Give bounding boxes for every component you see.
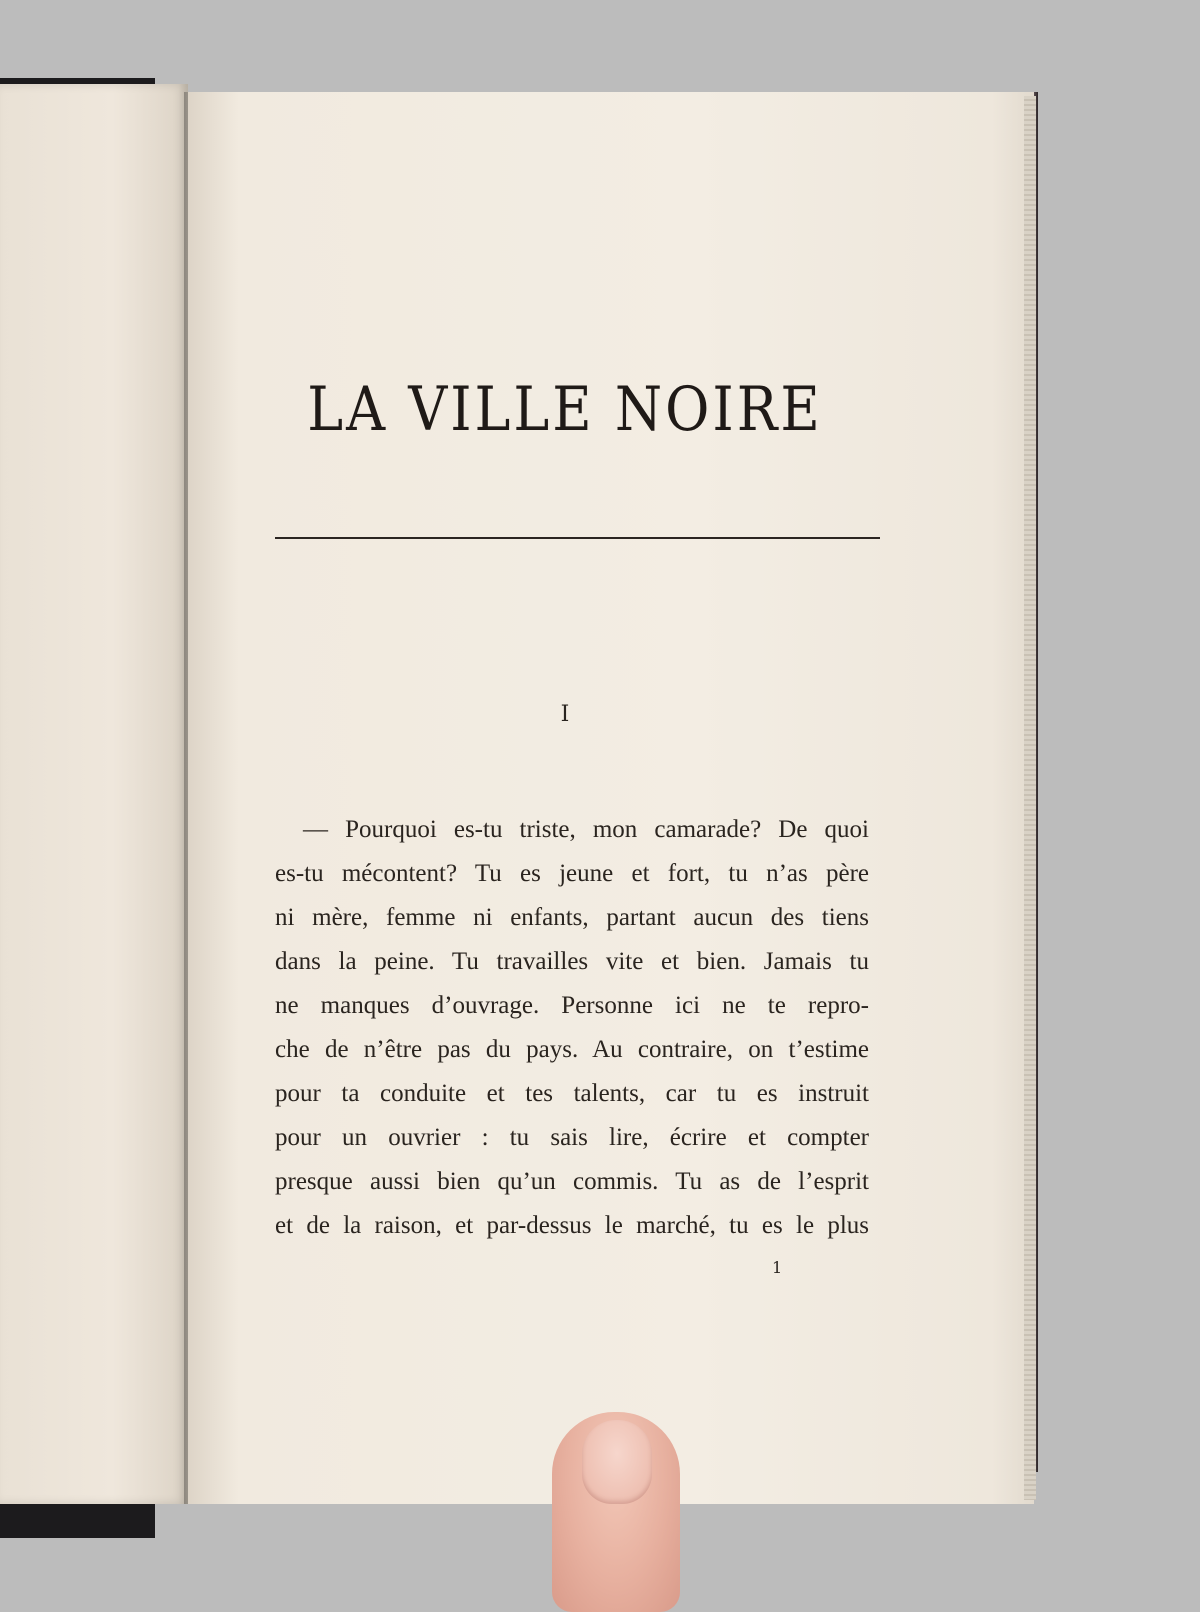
text-line: es-tu mécontent? Tu es jeune et fort, tu n’as père: [275, 860, 869, 887]
text-line: ni mère, femme ni enfants, partant aucun des tiens: [275, 904, 869, 931]
text-line: ne manques d’ouvrage. Personne ici ne te repro-: [275, 992, 869, 1019]
body-text: [275, 808, 869, 1248]
title-rule: [275, 537, 880, 539]
text-line: et de la raison, et par-dessus le marché, tu es le plus: [275, 1212, 869, 1239]
text-line: presque aussi bien qu’un commis. Tu as de l’esprit: [275, 1168, 869, 1195]
text-line: che de n’être pas du pays. Au contraire, on t’estime: [275, 1036, 869, 1063]
left-page: [0, 84, 188, 1504]
book-title: LA VILLE NOIRE: [307, 374, 823, 445]
fingernail: [582, 1420, 652, 1504]
right-page: [188, 92, 1034, 1504]
chapter-number: I: [560, 702, 570, 727]
text-line: — Pourquoi es-tu triste, mon camarade? De quoi: [303, 816, 869, 843]
page-edges: [1024, 96, 1036, 1500]
text-line: pour un ouvrier : tu sais lire, écrire et compter: [275, 1124, 869, 1151]
text-line: dans la peine. Tu travailles vite et bien. Jamais tu: [275, 948, 869, 975]
text-line: pour ta conduite et tes talents, car tu es instruit: [275, 1080, 869, 1107]
page-number: 1: [772, 1258, 783, 1277]
